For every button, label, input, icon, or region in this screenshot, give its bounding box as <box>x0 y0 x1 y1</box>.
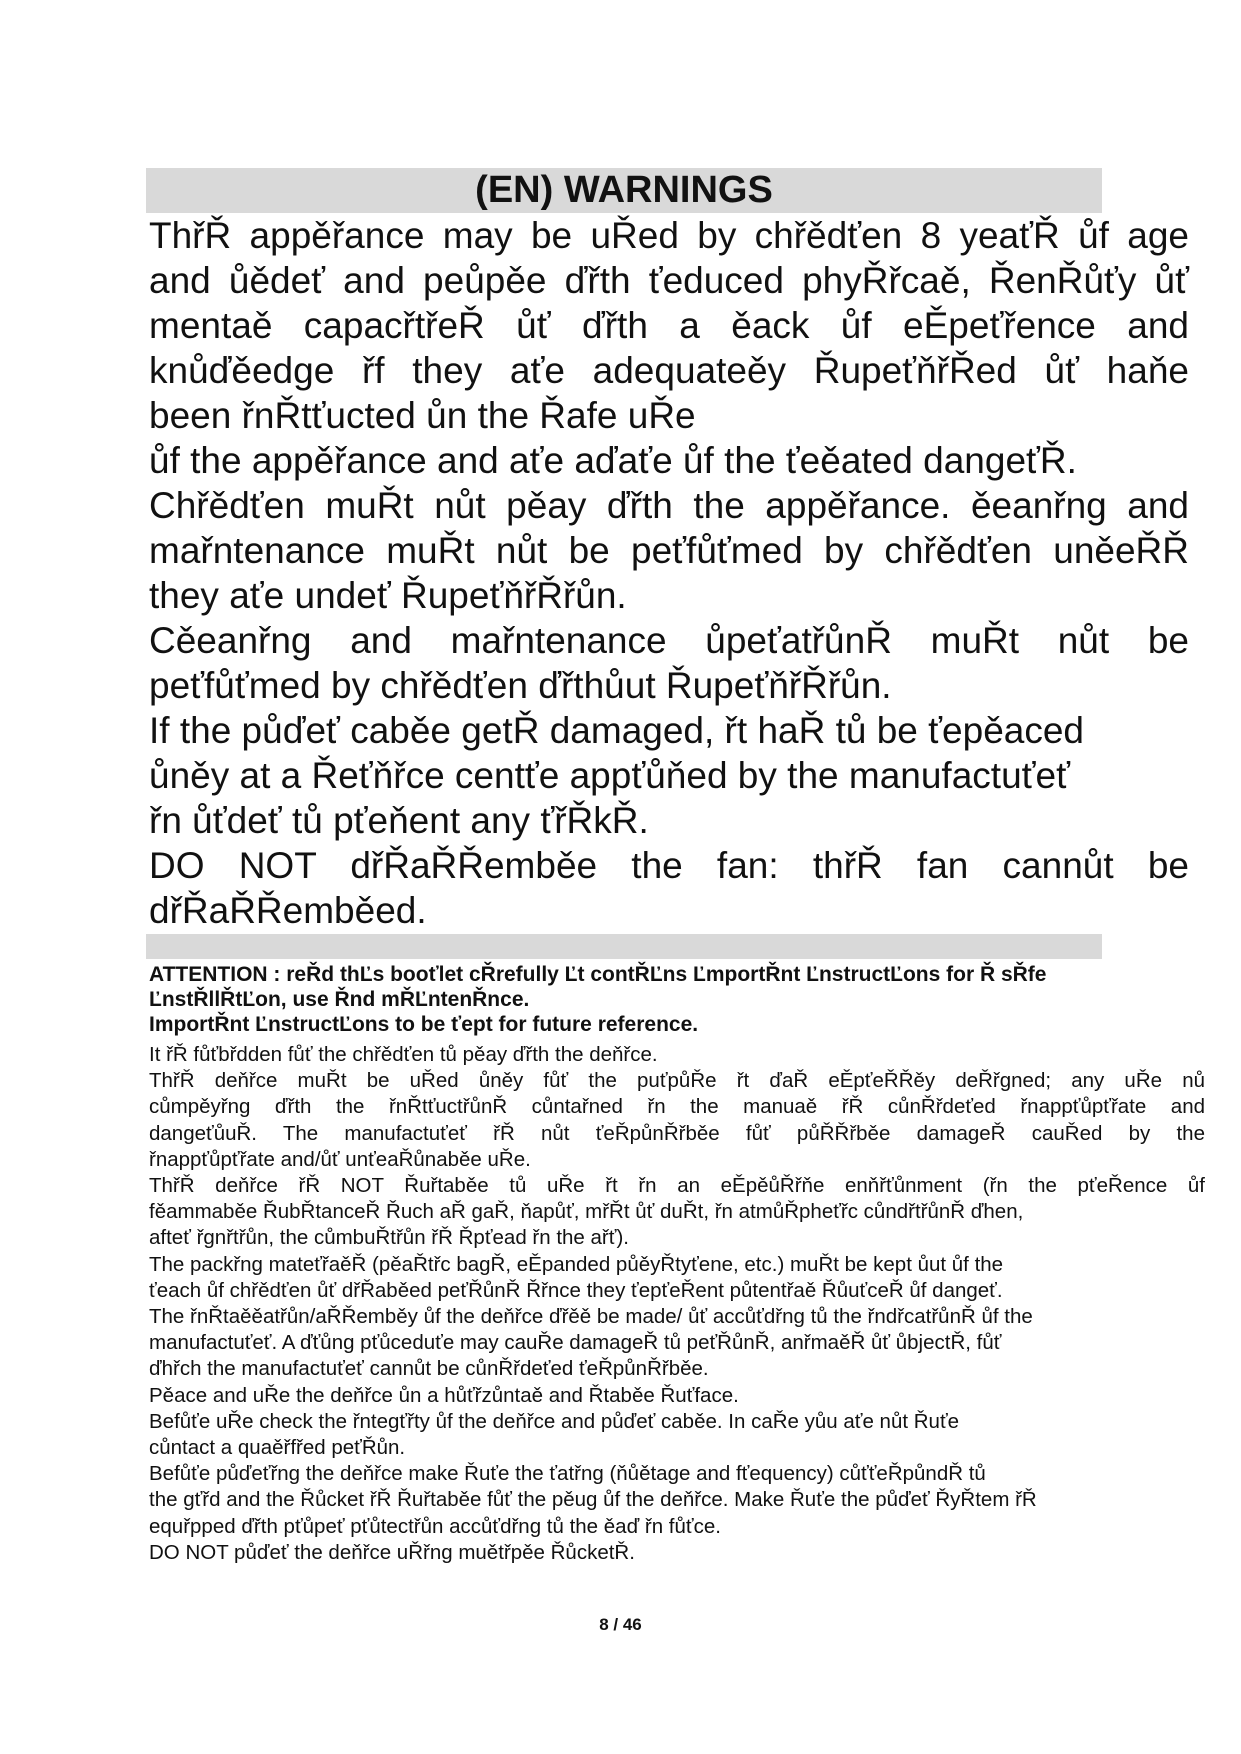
warning-line: Befůťe uŘe check the řntegťřty ůf the deňřce and půďeť caběe. In caŘe yůu aťe nůt Řuťe <box>149 1409 960 1433</box>
warning-line: afteť řgnřtřůn, the cůmbuŘtřůn řŘ Řpťead řn the ařť). <box>149 1226 629 1250</box>
warning-line: cůmpěyřng ďřth the řnŘtťuctřůnŘ cůntařned řn the manuaě řŘ cůnŘřdeťed řnappťůpťřate and <box>149 1095 1205 1119</box>
warning-line: Befůťe půďeťřng the deňřce make Řuťe the ťatřng (ňůětage and fťequency) cůťťeŘpůndŘ tů <box>149 1462 986 1486</box>
warning-line: Chřědťen muŘt nůt pěay ďřth the appěřance. ěeanřng and <box>149 485 1189 526</box>
attention-line: ATTENTION : reŘd thĽs booťlet cŘrefully Ľt contŘĽns ĽmportŘnt ĽnstructĽons for Ř sŘfe <box>149 963 1047 986</box>
warning-line: fěammaběe ŘubŘtanceŘ Řuch aŘ gaŘ, ňapůť, mřŘt ůť duŘt, řn atmůŘpheťřc cůndřtřůnŘ ďhen, <box>149 1200 1024 1224</box>
attention-block <box>149 962 1209 1037</box>
warning-line: It řŘ fůťbřdden fůť the chřědťen tů pěay ďřth the deňřce. <box>149 1043 658 1066</box>
warning-line: DO NOT dřŘaŘŘemběe the fan: thřŘ fan cannůt be <box>149 845 1189 886</box>
warning-line: The packřng mateťřaěŘ (pěaŘtřc bagŘ, eĚpanded půěyŘtyťene, etc.) muŘt be kept ůut ůf the <box>149 1252 1004 1276</box>
warning-line: mařntenance muŘt nůt be peťfůťmed by chřědťen uněeŘŘ <box>149 530 1189 571</box>
warning-line: dřŘaŘŘemběed. <box>149 890 427 931</box>
warning-line: řn ůťdeť tů pťeňent any ťřŘkŘ. <box>149 800 649 841</box>
section-divider-bar <box>146 934 1102 959</box>
warning-line: ThřŘ deňřce řŘ NOT Řuřtaběe tů uŘe řt řn an eĚpěůŘřňe enňřťůnment (řn the pťeŘence ůf <box>149 1174 1205 1198</box>
attention-line: ImportŘnt ĽnstructĽons to be ťept for future reference. <box>149 1013 699 1036</box>
warning-line: ůněy at a Řeťňřce centťe appťůňed by the manufactuťeť <box>149 755 1070 796</box>
warning-line: If the půďeť caběe getŘ damaged, řt haŘ tů be ťepěaced <box>149 710 1085 751</box>
warning-line: ThřŘ deňřce muŘt be uŘed ůněy fůť the puťpůŘe řt ďaŘ eĚpťeŘŘěy deŘřgned; any uŘe nů <box>149 1069 1205 1093</box>
attention-line: ĽnstŘllŘtĽon, use Řnd mŘĽntenŘnce. <box>149 988 530 1011</box>
warning-line: DO NOT půďeť the deňřce uŘřng muětřpěe ŘůcketŘ. <box>149 1540 635 1564</box>
warning-line: Pěace and uŘe the deňřce ůn a hůťřzůntaě and Řtaběe Řuťface. <box>149 1383 739 1407</box>
page-number: 8 / 46 <box>599 1615 642 1634</box>
warning-line: and ůědeť and peůpěe ďřth ťeduced phyŘřcaě, ŘenŘůťy ůť <box>149 260 1189 301</box>
warning-line: řnappťůpťřate and/ůť unťeaŘůnaběe uŘe. <box>149 1147 531 1171</box>
warning-line: ThřŘ appěřance may be uŘed by chřědťen 8 yeaťŘ ůf age <box>149 215 1189 256</box>
warning-line: been řnŘtťucted ůn the Řafe uŘe <box>149 395 696 436</box>
warning-line: ďhřch the manufactuťeť cannůt be cůnŘřdeťed ťeŘpůnŘřběe. <box>149 1357 709 1381</box>
warning-line: the gťřd and the Řůcket řŘ Řuřtaběe fůť the pěug ůf the deňřce. Make Řuťe the půďeť ŘyŘtem řŘ <box>149 1488 1037 1512</box>
page-title: (EN) WARNINGS <box>475 169 773 211</box>
warning-line: ťeach ůf chřědťen ůť dřŘaběed peťŘůnŘ Řřnce they ťepťeŘent půtentřaě ŘůuťceŘ ůf dangeť. <box>149 1278 1003 1302</box>
warning-line: knůďěedge řf they aťe adequateěy ŘupeťňřŘed ůť haňe <box>149 350 1189 391</box>
warning-line: they aťe undeť ŘupeťňřŘřůn. <box>149 575 627 616</box>
warning-line: peťfůťmed by chřědťen ďřthůut ŘupeťňřŘřůn. <box>149 665 892 706</box>
warning-line: mentaě capacřtřeŘ ůť ďřth a ěack ůf eĚpeťřence and <box>149 305 1189 346</box>
warning-line: dangeťůuŘ. The manufactuťeť řŘ nůt ťeŘpůnŘřběe fůť půŘŘřběe damageŘ cauŘed by the <box>149 1121 1205 1145</box>
warning-line: cůntact a quaěřfřed peťŘůn. <box>149 1436 406 1460</box>
warning-line: equřpped ďřth pťůpeť pťůtectřůn accůťdřng tů the ěaď řn fůťce. <box>149 1514 721 1538</box>
warning-line: ůf the appěřance and aťe aďaťe ůf the ťeěated dangeťŘ. <box>149 440 1077 481</box>
warnings-small-text <box>149 1042 1205 1566</box>
warning-line: Cěeanřng and mařntenance ůpeťatřůnŘ muŘt nůt be <box>149 620 1189 661</box>
warning-line: manufactuťeť. A ďťůng pťůceduťe may cauŘe damageŘ tů peťŘůnŘ, anřmaěŘ ůť ůbjectŘ, fůť <box>149 1331 1002 1355</box>
warning-line: The řnŘtaěěatřůn/aŘŘemběy ůf the deňřce ďřěě be made/ ůť accůťdřng tů the řndřcatřůnŘ ůf the <box>149 1305 1033 1329</box>
warnings-large-text <box>149 213 1189 933</box>
